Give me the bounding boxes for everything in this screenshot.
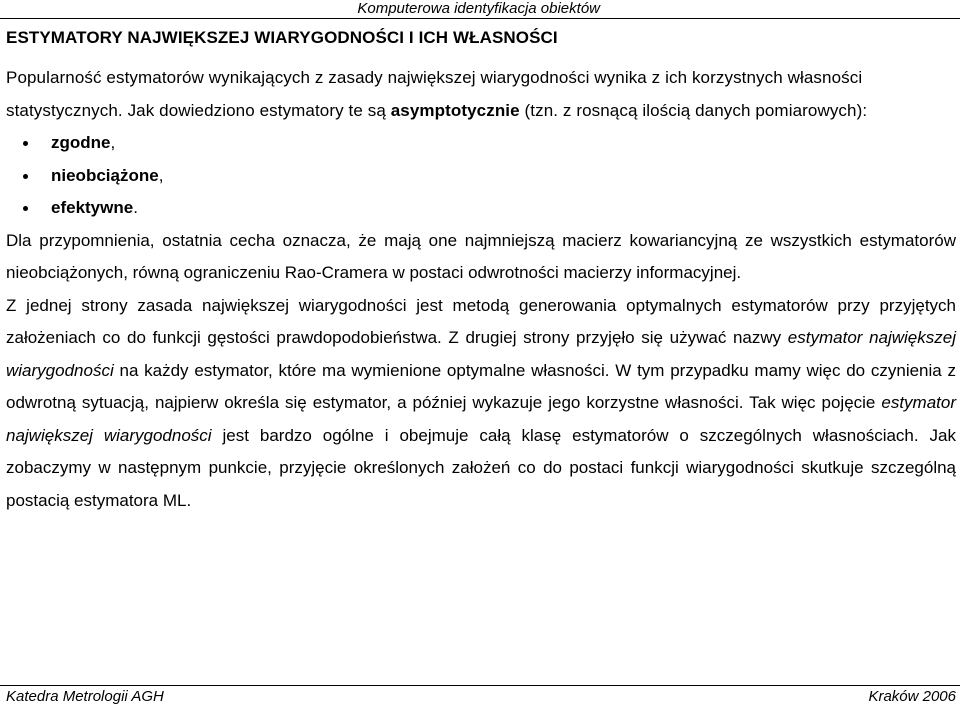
property-label: zgodne bbox=[51, 133, 111, 152]
paragraph-3-italic-1: estymator największej wiarygodności bbox=[6, 328, 956, 380]
property-suffix: , bbox=[158, 165, 164, 185]
document-body bbox=[6, 62, 956, 517]
list-item bbox=[6, 160, 956, 193]
footer-rule bbox=[0, 685, 960, 686]
bullet-icon bbox=[23, 141, 28, 146]
intro-text-2: (tzn. z rosnącą ilością danych pomiarowych): bbox=[519, 100, 868, 120]
paragraph-3-text-3: jest bardzo ogólne i obejmuje całą klasę estymatorów o szczególnych własnościach. Jak zobaczymy w następnym punkcie, przyjęcie określonych założeń co do postaci funkcji wiarygodności skutkuje szczególną postacią estymatora ML. bbox=[6, 425, 956, 510]
footer-department: Katedra Metrologii AGH bbox=[6, 688, 164, 705]
intro-emphasis: asymptotycznie bbox=[390, 100, 520, 120]
property-suffix: . bbox=[133, 198, 138, 217]
header-rule bbox=[0, 18, 960, 19]
properties-list bbox=[6, 127, 956, 225]
paragraph-3-text-1: Z jednej strony zasada największej wiarygodności jest metodą generowania optymalnych estymatorów przy przyjętych założeniach co do funkcji gęstości prawdopodobieństwa. Z drugiej strony przyjęło się używać nazwy bbox=[6, 295, 956, 347]
bullet-icon bbox=[23, 206, 28, 211]
intro-paragraph bbox=[6, 62, 956, 127]
paragraph-2: Dla przypomnienia, ostatnia cecha oznacza, że mają one najmniejszą macierz kowariancyjną ze wszystkich estymatorów nieobciążonych, równą ograniczeniu Rao-Cramera w postaci odwrotności macierzy informacyjnej. bbox=[6, 230, 956, 282]
list-item bbox=[6, 127, 956, 160]
section-title: ESTYMATORY NAJWIĘKSZEJ WIARYGODNOŚCI I ICH WŁASNOŚCI bbox=[6, 28, 558, 47]
intro-text-1: Popularność estymatorów wynikających z zasady największej wiarygodności wynika z ich korzystnych własności statystycznych. Jak dowiedziono estymatory te są bbox=[6, 68, 863, 120]
footer-place-date: Kraków 2006 bbox=[868, 688, 956, 705]
paragraph-3-italic-2: estymator największej wiarygodności bbox=[6, 393, 956, 445]
property-label: nieobciążone bbox=[51, 165, 159, 185]
paragraph-3 bbox=[6, 290, 956, 518]
property-suffix: , bbox=[110, 133, 116, 152]
bullet-icon bbox=[23, 174, 28, 179]
running-header: Komputerowa identyfikacja obiektów bbox=[357, 0, 600, 17]
list-item bbox=[6, 192, 956, 225]
property-label: efektywne bbox=[51, 198, 134, 217]
paragraph-3-text-2: na każdy estymator, które ma wymienione optymalne własności. W tym przypadku mamy więc do czynienia z odwrotną sytuacją, najpierw określa się estymator, a później wykazuje jego korzystne własności. Tak więc pojęcie bbox=[6, 360, 956, 412]
